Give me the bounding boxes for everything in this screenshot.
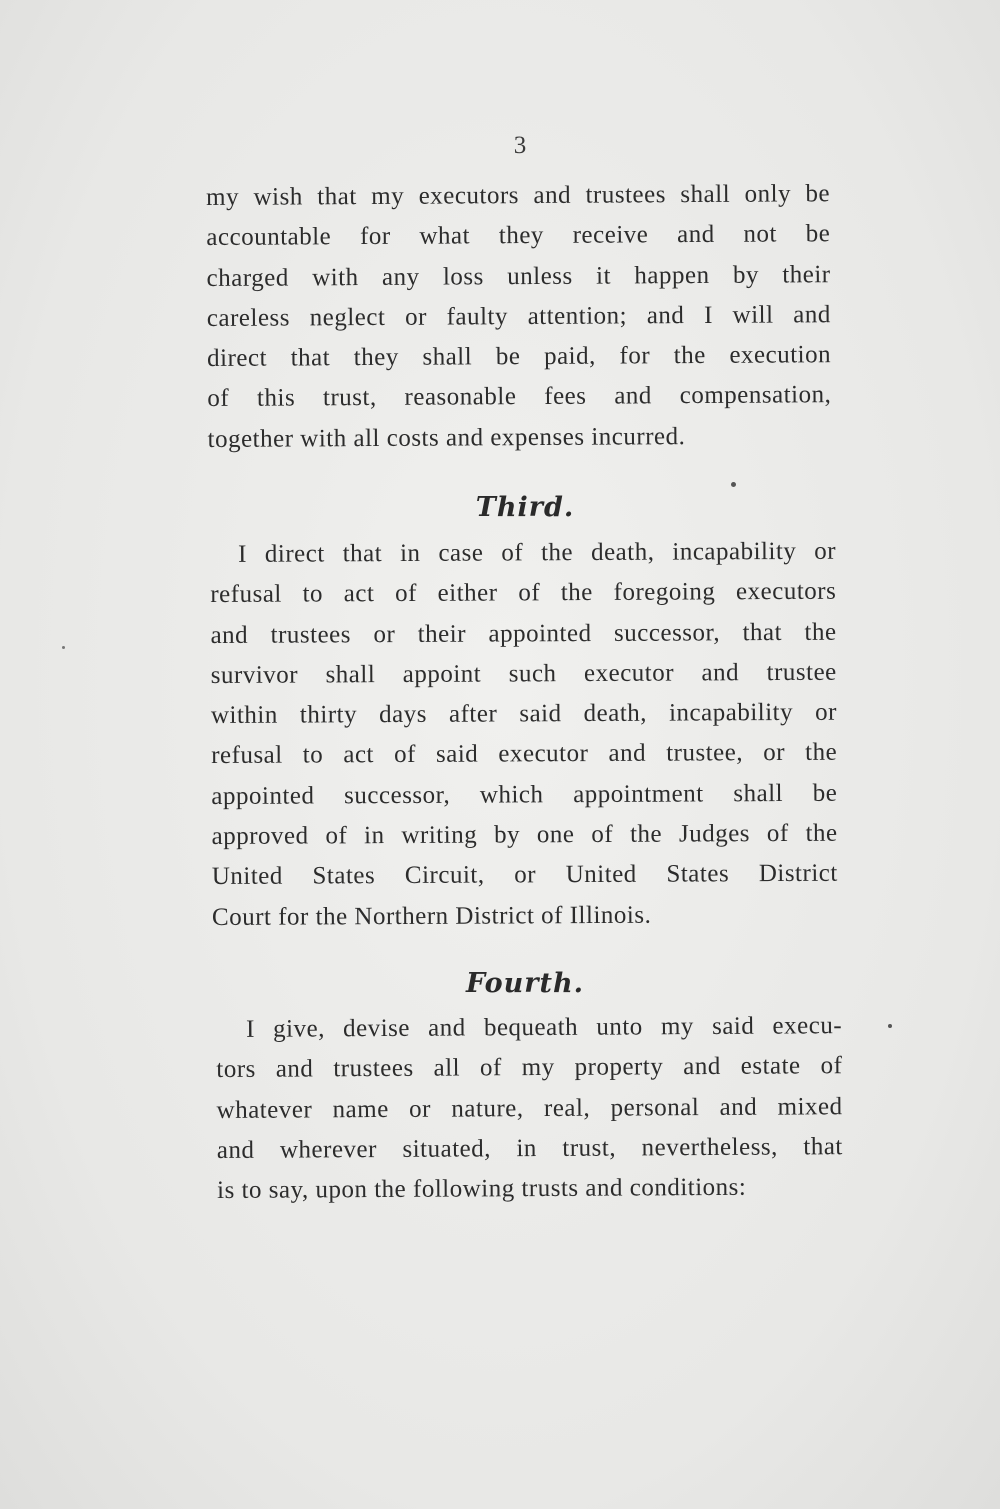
text-line: refusal to act of either of the foregoing executors <box>210 578 837 609</box>
text-line: appointed successor, which appointment shall be <box>211 779 838 810</box>
text-line: tors and trustees all of my property and estate of <box>216 1052 843 1084</box>
text-line: I direct that in case of the death, incapability or <box>238 537 837 568</box>
text-line: my wish that my executors and trustees shall only be <box>206 180 831 211</box>
text-line: Court for the Northern District of Illinois. <box>211 901 652 931</box>
section-heading-third: Third. <box>475 492 575 523</box>
text-line: together with all costs and expenses incurred. <box>207 422 686 453</box>
text-line: whatever name or nature, real, personal and mixed <box>216 1092 843 1124</box>
ink-speck <box>62 646 65 649</box>
section-heading-fourth: Fourth. <box>465 968 585 999</box>
text-line: and trustees or their appointed successor, that the <box>210 618 837 649</box>
text-line: United States Circuit, or United States District <box>211 860 838 891</box>
text-line: accountable for what they receive and not be <box>206 220 831 252</box>
text-line: approved of in writing by one of the Judges of the <box>211 819 838 851</box>
text-line: careless neglect or faulty attention; and I will and <box>206 301 831 332</box>
paragraph-fourth <box>216 1006 843 1211</box>
text-line: and wherever situated, in trust, nevertheless, that <box>216 1133 843 1164</box>
text-line: charged with any loss unless it happen by their <box>206 260 831 292</box>
text-line: direct that they shall be paid, for the execution <box>207 341 832 373</box>
text-line: of this trust, reasonable fees and compensation, <box>207 381 832 413</box>
text-line: survivor shall appoint such executor and trustee <box>210 658 837 689</box>
page-number: 3 <box>513 132 527 159</box>
text-line: is to say, upon the following trusts and conditions: <box>217 1173 747 1205</box>
text-line: refusal to act of said executor and trustee, or the <box>211 739 838 770</box>
text-line: within thirty days after said death, incapability or <box>210 698 838 730</box>
ink-speck <box>888 1024 892 1028</box>
paragraph-third <box>210 532 838 938</box>
ink-speck <box>731 482 736 487</box>
text-line: I give, devise and bequeath unto my said execu- <box>246 1012 843 1043</box>
paragraph-continuation <box>206 174 832 460</box>
